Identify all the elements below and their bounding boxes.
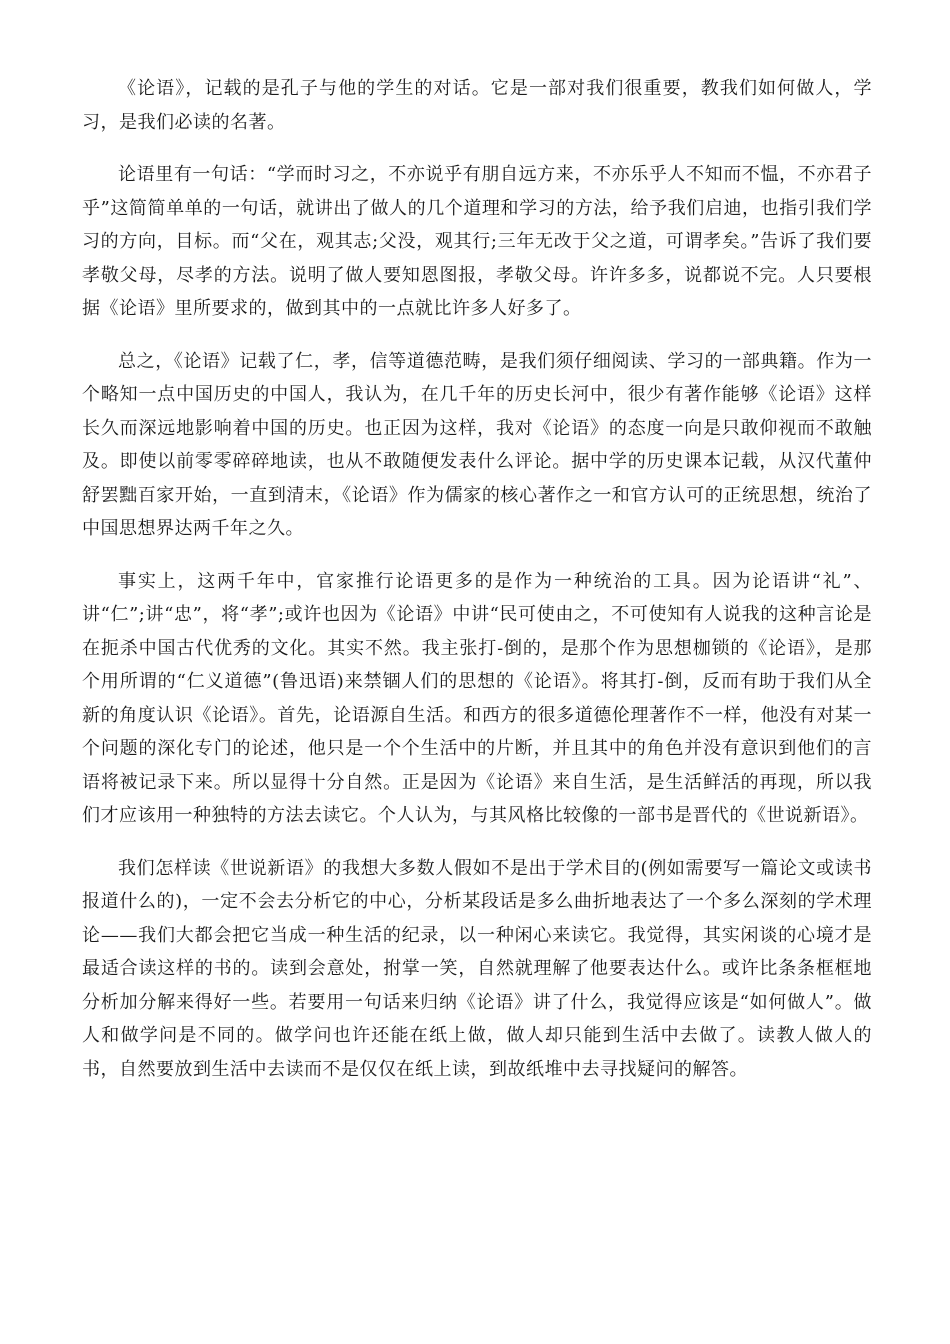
paragraph-intro: 《论语》，记载的是孔子与他的学生的对话。它是一部对我们很重要，教我们如何做人，学习，是我们必读的名著。 (82, 78, 872, 133)
paragraph-quote: 论语里有一句话：“学而时习之，不亦说乎有朋自远方来，不亦乐乎人不知而不愠，不亦君子乎”这简简单单的一句话，就讲出了做人的几个道理和学习的方法，给予我们启迪，也指引我们学习的方向，目标。而“父在，观其志;父没，观其行;三年无改于父之道，可谓孝矣。”告诉了我们要孝敬父母，尽孝的方法。说明了做人要知恩图报，孝敬父母。许许多多，说都说不完。人只要根据《论语》里所要求的，做到其中的一点就比许多人好多了。 (82, 164, 872, 319)
paragraph-history: 事实上，这两千年中，官家推行论语更多的是作为一种统治的工具。因为论语讲“礼”、讲“仁”;讲“忠”，将“孝”;或许也因为《论语》中讲“民可使由之，不可使知有人说我的这种言论是在扼杀中国古代优秀的文化。其实不然。我主张打-倒的，是那个作为思想枷锁的《论语》，是那个用所谓的“仁义道德”(鲁迅语)来禁锢人们的思想的《论语》。将其打-倒，反而有助于我们从全新的角度认识《论语》。首先，论语源自生活。和西方的很多道德伦理著作不一样，他没有对某一个问题的深化专门的论述，他只是一个个生活中的片断，并且其中的角色并没有意识到他们的言语将被记录下来。所以显得十分自然。正是因为《论语》来自生活，是生活鲜活的再现，所以我们才应该用一种独特的方法去读它。个人认为，与其风格比较像的一部书是晋代的《世说新语》。 (82, 570, 872, 826)
document-body (82, 72, 872, 1105)
paragraph-reading: 我们怎样读《世说新语》的我想大多数人假如不是出于学术目的(例如需要写一篇论文或读书报道什么的)，一定不会去分析它的中心，分析某段话是多么曲折地表达了一个多么深刻的学术理论——我们大都会把它当成一种生活的纪录，以一种闲心来读它。我觉得，其实闲谈的心境才是最适合读这样的书的。读到会意处，拊掌一笑，自然就理解了他要表达什么。或许比条条框框地分析加分解来得好一些。若要用一句话来归纳《论语》讲了什么，我觉得应该是“如何做人”。做人和做学问是不同的。做学问也许还能在纸上做，做人却只能到生活中去做了。读教人做人的书，自然要放到生活中去读而不是仅仅在纸上读，到故纸堆中去寻找疑问的解答。 (82, 857, 872, 1080)
paragraph-summary: 总之，《论语》记载了仁，孝，信等道德范畴，是我们须仔细阅读、学习的一部典籍。作为一个略知一点中国历史的中国人，我认为，在几千年的历史长河中，很少有著作能够《论语》这样长久而深远地影响着中国的历史。也正因为这样，我对《论语》的态度一向是只敢仰视而不敢触及。即使以前零零碎碎地读，也从不敢随便发表什么评论。据中学的历史课本记载，从汉代董仲舒罢黜百家开始，一直到清末，《论语》作为儒家的核心著作之一和官方认可的正统思想，统治了中国思想界达两千年之久。 (82, 350, 872, 539)
